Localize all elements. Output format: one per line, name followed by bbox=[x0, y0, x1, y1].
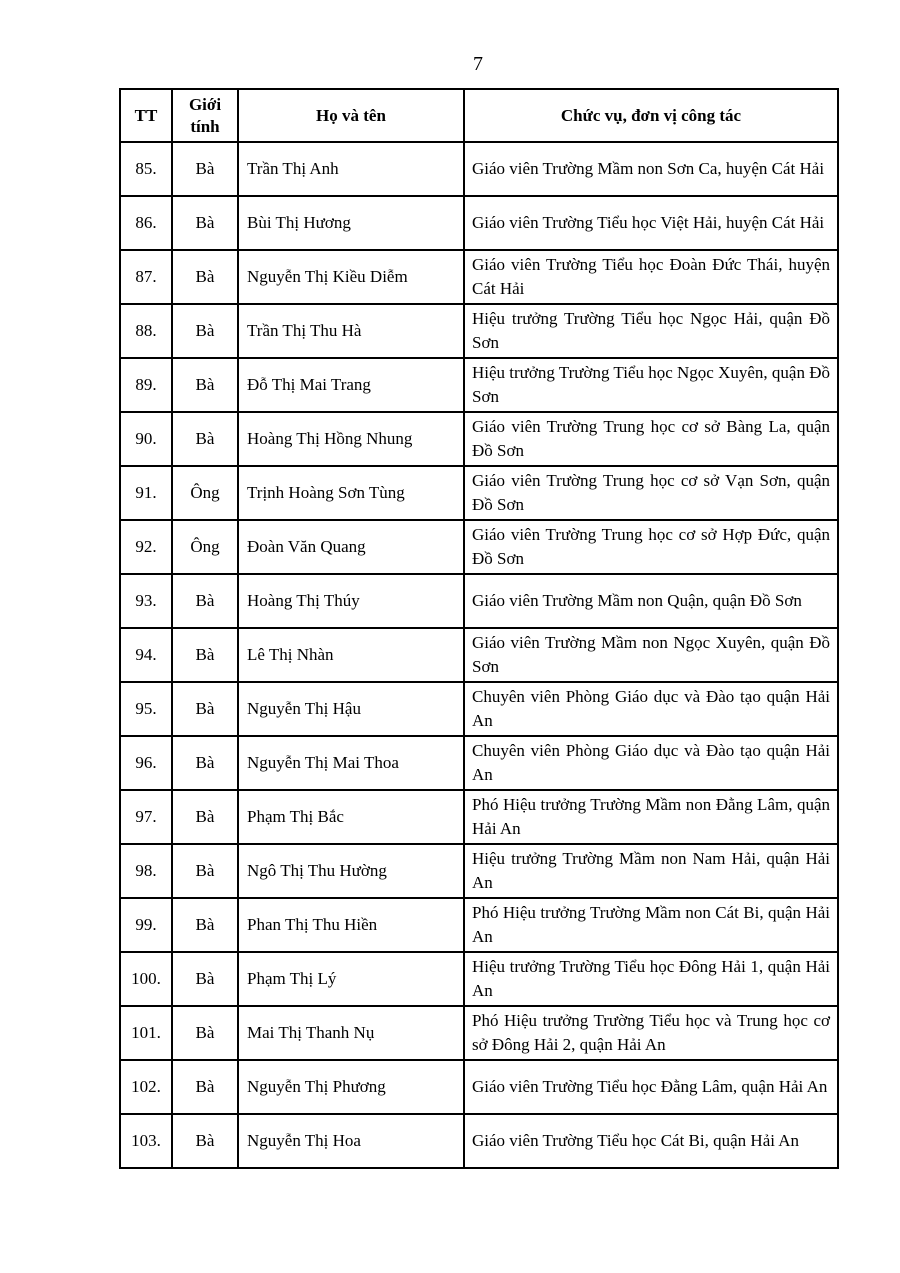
row-number-cell: 89. bbox=[120, 358, 172, 412]
position-cell: Hiệu trưởng Trường Tiểu học Ngọc Xuyên, quận Đồ Sơn bbox=[464, 358, 838, 412]
position-cell: Phó Hiệu trưởng Trường Mầm non Đằng Lâm, quận Hải An bbox=[464, 790, 838, 844]
position-cell: Giáo viên Trường Tiểu học Đằng Lâm, quận Hải An bbox=[464, 1060, 838, 1114]
gender-cell: Bà bbox=[172, 898, 238, 952]
table-row bbox=[120, 358, 838, 412]
gender-cell: Bà bbox=[172, 196, 238, 250]
row-number-cell: 87. bbox=[120, 250, 172, 304]
position-cell: Chuyên viên Phòng Giáo dục và Đào tạo quận Hải An bbox=[464, 736, 838, 790]
gender-cell: Bà bbox=[172, 952, 238, 1006]
position-cell: Hiệu trưởng Trường Tiểu học Đông Hải 1, quận Hải An bbox=[464, 952, 838, 1006]
name-cell: Nguyễn Thị Kiều Diễm bbox=[238, 250, 464, 304]
name-cell: Trịnh Hoàng Sơn Tùng bbox=[238, 466, 464, 520]
name-cell: Nguyễn Thị Phương bbox=[238, 1060, 464, 1114]
name-cell: Mai Thị Thanh Nụ bbox=[238, 1006, 464, 1060]
row-number-cell: 103. bbox=[120, 1114, 172, 1168]
name-cell: Hoàng Thị Thúy bbox=[238, 574, 464, 628]
gender-cell: Ông bbox=[172, 520, 238, 574]
row-number-cell: 98. bbox=[120, 844, 172, 898]
name-cell: Đoàn Văn Quang bbox=[238, 520, 464, 574]
position-cell: Giáo viên Trường Trung học cơ sở Bàng La, quận Đồ Sơn bbox=[464, 412, 838, 466]
table-row bbox=[120, 142, 838, 196]
name-cell: Hoàng Thị Hồng Nhung bbox=[238, 412, 464, 466]
position-cell: Phó Hiệu trưởng Trường Tiểu học và Trung học cơ sở Đông Hải 2, quận Hải An bbox=[464, 1006, 838, 1060]
position-cell: Giáo viên Trường Tiểu học Cát Bi, quận Hải An bbox=[464, 1114, 838, 1168]
position-cell: Giáo viên Trường Mầm non Ngọc Xuyên, quận Đồ Sơn bbox=[464, 628, 838, 682]
position-cell: Phó Hiệu trưởng Trường Mầm non Cát Bi, quận Hải An bbox=[464, 898, 838, 952]
position-cell: Giáo viên Trường Tiểu học Đoàn Đức Thái, huyện Cát Hải bbox=[464, 250, 838, 304]
gender-cell: Bà bbox=[172, 1060, 238, 1114]
table-row bbox=[120, 736, 838, 790]
row-number-cell: 94. bbox=[120, 628, 172, 682]
table-row bbox=[120, 1114, 838, 1168]
table-row bbox=[120, 844, 838, 898]
table-row bbox=[120, 250, 838, 304]
position-cell: Giáo viên Trường Mầm non Quận, quận Đồ Sơn bbox=[464, 574, 838, 628]
row-number-cell: 95. bbox=[120, 682, 172, 736]
gender-cell: Bà bbox=[172, 682, 238, 736]
name-cell: Nguyễn Thị Mai Thoa bbox=[238, 736, 464, 790]
name-cell: Nguyễn Thị Hoa bbox=[238, 1114, 464, 1168]
row-number-cell: 92. bbox=[120, 520, 172, 574]
table-row bbox=[120, 952, 838, 1006]
row-number-cell: 90. bbox=[120, 412, 172, 466]
table-body bbox=[120, 142, 838, 1168]
position-cell: Giáo viên Trường Trung học cơ sở Vạn Sơn, quận Đồ Sơn bbox=[464, 466, 838, 520]
name-cell: Ngô Thị Thu Hường bbox=[238, 844, 464, 898]
table-row bbox=[120, 628, 838, 682]
position-cell: Hiệu trưởng Trường Tiểu học Ngọc Hải, quận Đồ Sơn bbox=[464, 304, 838, 358]
name-cell: Đỗ Thị Mai Trang bbox=[238, 358, 464, 412]
position-cell: Giáo viên Trường Mầm non Sơn Ca, huyện Cát Hải bbox=[464, 142, 838, 196]
row-number-cell: 96. bbox=[120, 736, 172, 790]
gender-cell: Bà bbox=[172, 574, 238, 628]
header-cell-name: Họ và tên bbox=[238, 89, 464, 142]
row-number-cell: 85. bbox=[120, 142, 172, 196]
row-number-cell: 101. bbox=[120, 1006, 172, 1060]
table-row bbox=[120, 898, 838, 952]
row-number-cell: 91. bbox=[120, 466, 172, 520]
gender-cell: Bà bbox=[172, 790, 238, 844]
gender-cell: Bà bbox=[172, 1006, 238, 1060]
position-cell: Giáo viên Trường Trung học cơ sở Hợp Đức, quận Đồ Sơn bbox=[464, 520, 838, 574]
row-number-cell: 86. bbox=[120, 196, 172, 250]
table-row bbox=[120, 790, 838, 844]
position-cell: Hiệu trưởng Trường Mầm non Nam Hải, quận Hải An bbox=[464, 844, 838, 898]
table-row bbox=[120, 520, 838, 574]
header-row bbox=[120, 89, 838, 142]
table-row bbox=[120, 412, 838, 466]
gender-cell: Ông bbox=[172, 466, 238, 520]
gender-cell: Bà bbox=[172, 1114, 238, 1168]
table-row bbox=[120, 1060, 838, 1114]
page-content bbox=[119, 0, 837, 1169]
header-cell-tt: TT bbox=[120, 89, 172, 142]
row-number-cell: 88. bbox=[120, 304, 172, 358]
name-cell: Trần Thị Thu Hà bbox=[238, 304, 464, 358]
position-cell: Chuyên viên Phòng Giáo dục và Đào tạo quận Hải An bbox=[464, 682, 838, 736]
table-row bbox=[120, 196, 838, 250]
gender-cell: Bà bbox=[172, 304, 238, 358]
row-number-cell: 102. bbox=[120, 1060, 172, 1114]
gender-cell: Bà bbox=[172, 142, 238, 196]
name-cell: Phạm Thị Lý bbox=[238, 952, 464, 1006]
gender-cell: Bà bbox=[172, 358, 238, 412]
gender-cell: Bà bbox=[172, 628, 238, 682]
name-cell: Phan Thị Thu Hiền bbox=[238, 898, 464, 952]
gender-cell: Bà bbox=[172, 250, 238, 304]
name-cell: Phạm Thị Bắc bbox=[238, 790, 464, 844]
table-row bbox=[120, 1006, 838, 1060]
gender-cell: Bà bbox=[172, 844, 238, 898]
name-cell: Trần Thị Anh bbox=[238, 142, 464, 196]
row-number-cell: 97. bbox=[120, 790, 172, 844]
table-row bbox=[120, 574, 838, 628]
position-cell: Giáo viên Trường Tiểu học Việt Hải, huyện Cát Hải bbox=[464, 196, 838, 250]
table-row bbox=[120, 682, 838, 736]
row-number-cell: 99. bbox=[120, 898, 172, 952]
name-cell: Nguyễn Thị Hậu bbox=[238, 682, 464, 736]
name-cell: Bùi Thị Hương bbox=[238, 196, 464, 250]
name-cell: Lê Thị Nhàn bbox=[238, 628, 464, 682]
row-number-cell: 93. bbox=[120, 574, 172, 628]
table-header bbox=[120, 89, 838, 142]
header-cell-position: Chức vụ, đơn vị công tác bbox=[464, 89, 838, 142]
table-row bbox=[120, 466, 838, 520]
gender-cell: Bà bbox=[172, 736, 238, 790]
gender-cell: Bà bbox=[172, 412, 238, 466]
header-cell-gender: Giới tính bbox=[172, 89, 238, 142]
table-row bbox=[120, 304, 838, 358]
page-number: 7 bbox=[473, 53, 483, 75]
personnel-table bbox=[119, 88, 839, 1169]
row-number-cell: 100. bbox=[120, 952, 172, 1006]
